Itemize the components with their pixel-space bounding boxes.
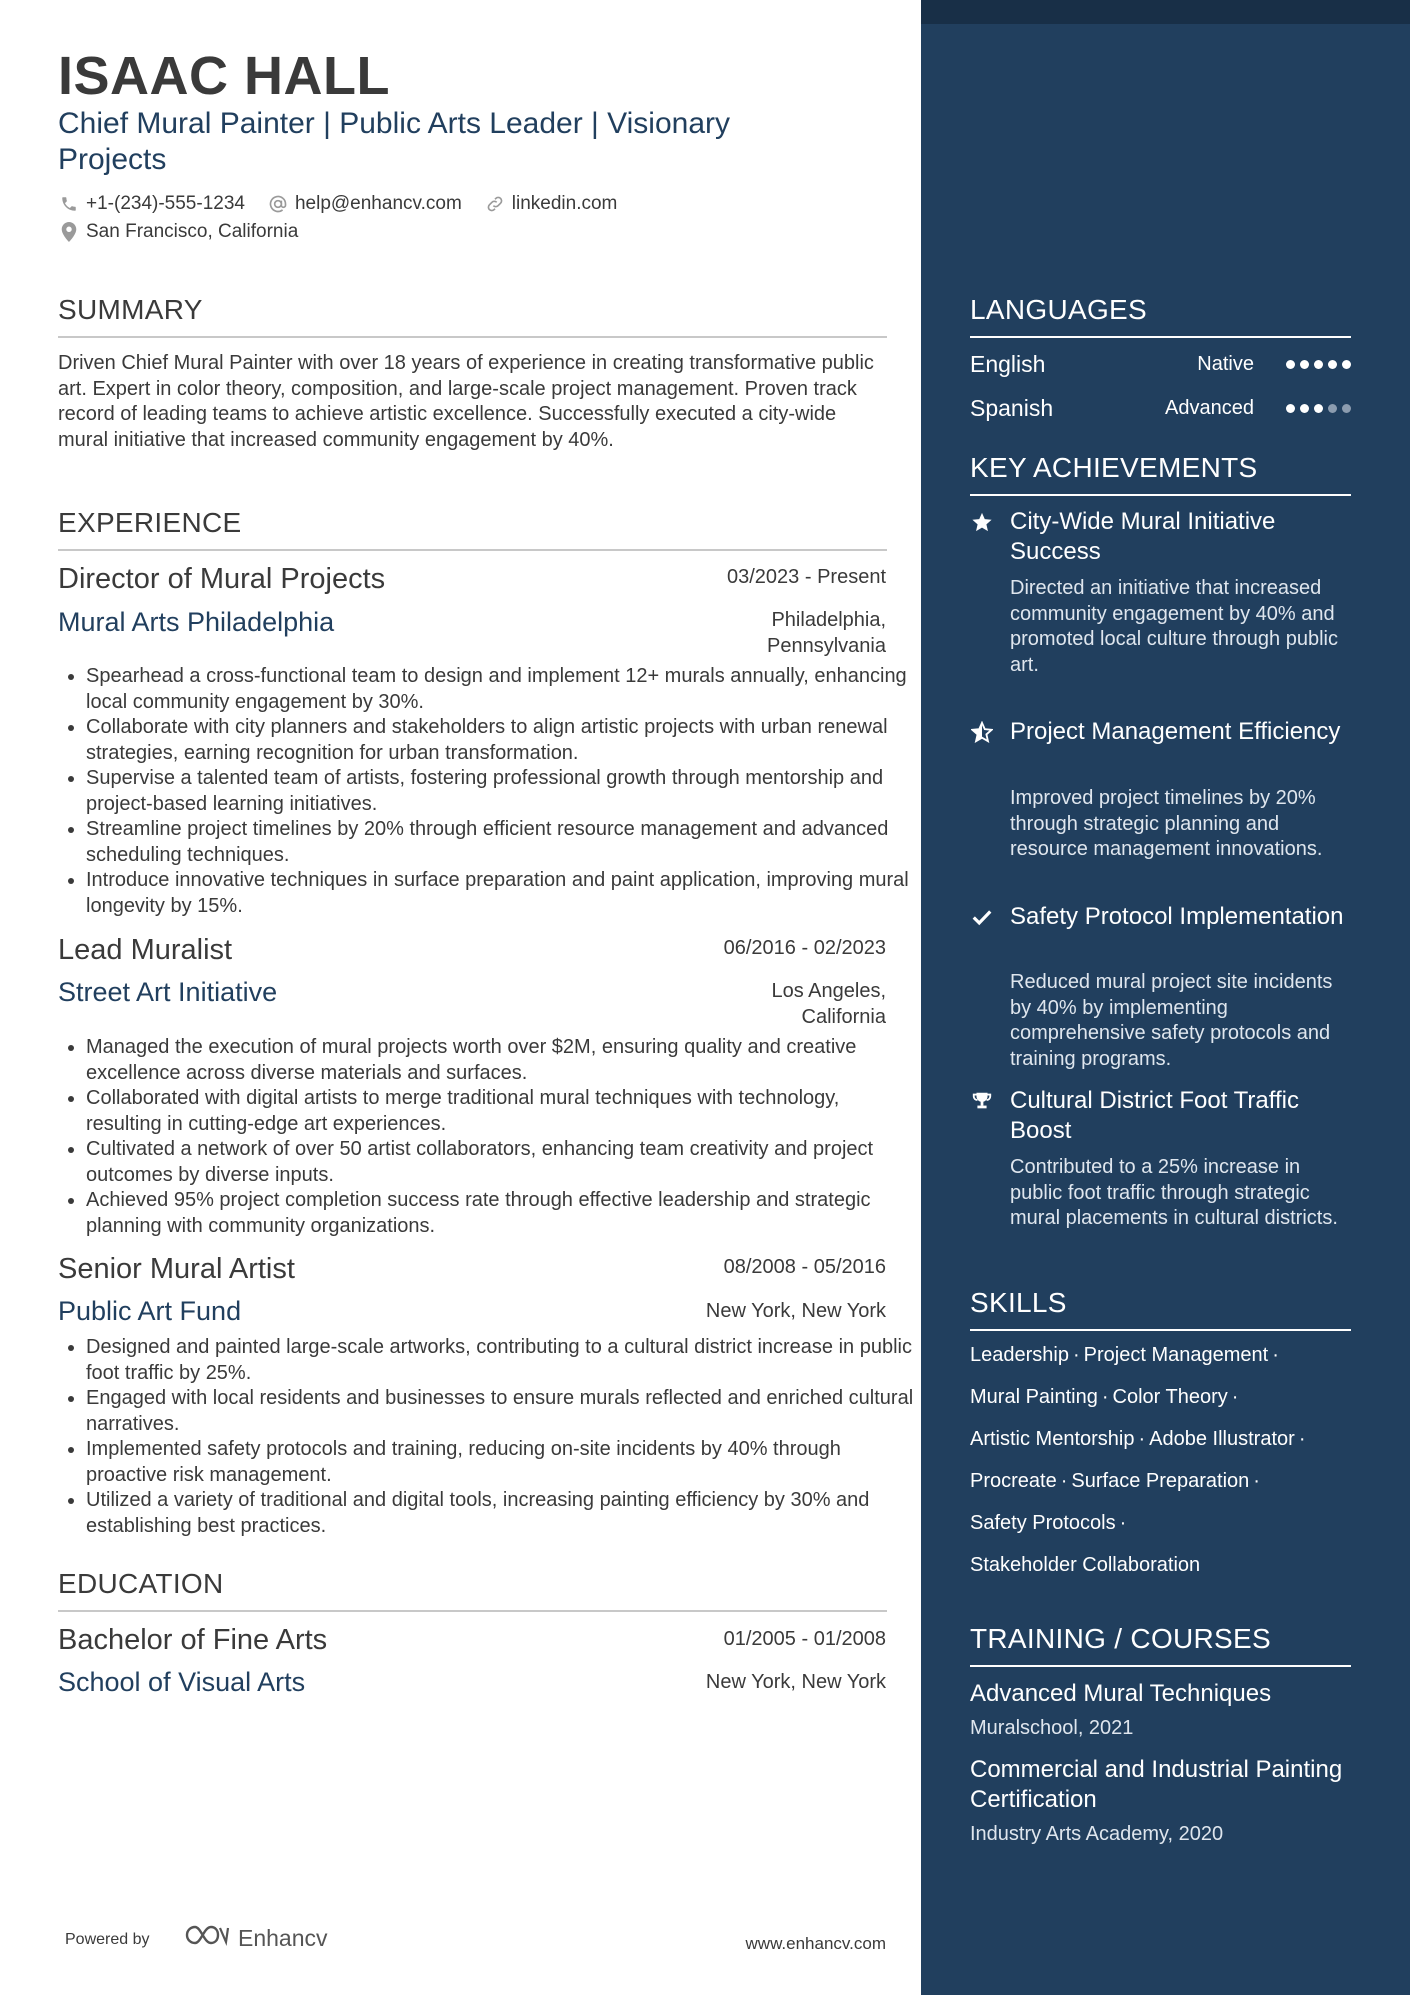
skill-item: Adobe Illustrator [1149,1428,1295,1450]
language-level: Native [1197,352,1254,375]
candidate-name: ISAAC HALL [58,46,390,106]
language-rating [1286,360,1351,369]
achievement-title: Project Management Efficiency [1010,718,1341,745]
bullet-item: • Implemented safety protocols and training, reducing on-site incidents by 40% through proactive risk management. [86,1437,915,1488]
job-dates: 08/2008 - 05/2016 [723,1256,886,1278]
powered-by-label: Powered by [65,1931,150,1948]
job-bullets [58,1035,915,1239]
skills-line: Procreate · Surface Preparation · [970,1470,1260,1492]
job-title: Director of Mural Projects [58,563,386,595]
rating-dot-filled [1342,360,1351,369]
location-row [58,221,298,243]
star-half-icon [970,720,994,744]
achievement-desc: Directed an initiative that increased community engagement by 40% and promoted local culture through public art. [1010,577,1338,676]
job-company: Public Art Fund [58,1296,242,1326]
job-company: Mural Arts Philadelphia [58,607,335,637]
rating-dot-filled [1314,360,1323,369]
rating-dot-empty [1328,404,1337,413]
phone-text: +1-(234)-555-1234 [86,193,245,214]
course-title: Commercial and Industrial Painting Certification [970,1756,1343,1813]
contact-linkedin[interactable] [484,193,618,215]
job-company: Street Art Initiative [58,977,278,1007]
rating-dot-filled [1328,360,1337,369]
enhancv-logo-icon [184,1922,230,1954]
bullet-item: • Utilized a variety of traditional and digital tools, increasing painting efficiency by 30% and establishing best practices. [86,1488,915,1539]
achievement-title: Cultural District Foot Traffic Boost [1010,1087,1299,1144]
course-provider: Industry Arts Academy, 2020 [970,1823,1224,1845]
language-name: Spanish [970,394,1054,421]
skill-item: Mural Painting [970,1386,1098,1408]
phone-icon [58,193,80,215]
sidebar-top-bar [921,0,1410,24]
job-location-line: New York, New York [705,1300,886,1322]
contact-row [58,193,617,215]
language-level: Advanced [1165,396,1254,419]
bullet-item: • Designed and painted large-scale artworks, contributing to a cultural district increase in public foot traffic by 25%. [86,1335,915,1386]
candidate-title: Chief Mural Painter | Public Arts Leader | Visionary Projects [58,107,731,176]
bullet-item: • Managed the execution of mural projects worth over $2M, ensuring quality and creative excellence across diverse materials and surfaces. [86,1035,915,1086]
skill-item: Color Theory [1112,1386,1228,1408]
course-title: Advanced Mural Techniques [970,1680,1272,1707]
rating-dot-filled [1300,360,1309,369]
contact-phone [58,193,245,215]
achievement-desc: Contributed to a 25% increase in public foot traffic through strategic mural placements in cultural districts. [1010,1156,1338,1229]
job-location-line: Pennsylvania [767,634,886,657]
contact-location [58,221,298,243]
language-row [970,392,1351,424]
course-provider: Muralschool, 2021 [970,1717,1134,1739]
school-name: School of Visual Arts [58,1667,306,1697]
contact-email[interactable] [267,193,462,215]
footer-url[interactable]: www.enhancv.com [745,1934,886,1953]
bullet-item: • Engaged with local residents and businesses to ensure murals reflected and enriched cultural narratives. [86,1386,915,1437]
location-text: San Francisco, California [86,221,299,242]
skill-item: Leadership [970,1344,1069,1366]
job-location [686,979,886,1030]
summary-heading: SUMMARY [58,294,887,338]
email-text[interactable]: help@enhancv.com [294,193,462,214]
skills-heading: SKILLS [970,1287,1351,1331]
job-location-line: California [801,1005,886,1028]
skill-item: Artistic Mentorship [970,1428,1135,1450]
rating-dot-empty [1342,404,1351,413]
trophy-icon [970,1089,994,1113]
job-location [686,1299,886,1325]
job-dates: 03/2023 - Present [727,566,886,588]
job-dates: 06/2016 - 02/2023 [723,937,886,959]
skills-line: Leadership · Project Management · [970,1344,1279,1366]
rating-dot-filled [1286,360,1295,369]
job-title: Lead Muralist [58,934,233,966]
skill-item: Project Management [1083,1344,1269,1366]
language-name: English [970,350,1046,377]
star-icon [970,510,994,534]
summary-text: Driven Chief Mural Painter with over 18 years of experience in creating transformative public art. Expert in color theory, composition, and large-scale project management. Proven track record of leading teams to achieve artistic excellence. Successfully executed a city-wide mural initiative that increased community engagement by 40%. [58,352,874,451]
enhancv-brand: Enhancv [238,1924,328,1951]
education-dates: 01/2005 - 01/2008 [723,1628,886,1650]
job-bullets [58,1335,915,1539]
enhancv-logo[interactable] [184,1922,328,1954]
link-icon [484,193,506,215]
skills-line: Mural Painting · Color Theory · [970,1386,1239,1408]
job-location-line: Philadelphia, [771,609,886,631]
achievement-desc: Improved project timelines by 20% through strategic planning and resource management innovations. [1010,787,1323,860]
achievement-desc: Reduced mural project site incidents by 40% by implementing comprehensive safety protocols and training programs. [1010,971,1333,1070]
rating-dot-filled [1314,404,1323,413]
job-title: Senior Mural Artist [58,1253,295,1285]
checkmark-icon [970,905,994,929]
bullet-item: • Collaborated with digital artists to merge traditional mural techniques with technology, resulting in cutting-edge art experiences. [86,1086,915,1137]
job-bullets [58,664,915,919]
bullet-item: • Supervise a talented team of artists, fostering professional growth through mentorship and project-based learning initiatives. [86,766,915,817]
language-row [970,348,1351,380]
languages-heading: LANGUAGES [970,294,1351,338]
map-pin-icon [58,221,80,243]
skills-line [970,1554,1351,1577]
degree-title: Bachelor of Fine Arts [58,1624,328,1656]
bullet-item: • Streamline project timelines by 20% through efficient resource management and advanced scheduling techniques. [86,817,915,868]
bullet-item: • Collaborate with city planners and stakeholders to align artistic projects with urban renewal strategies, earning recognition for urban transformation. [86,715,915,766]
rating-dot-filled [1286,404,1295,413]
achievement-title: Safety Protocol Implementation [1010,903,1344,930]
education-heading: EDUCATION [58,1568,887,1612]
language-rating [1286,404,1351,413]
bullet-item: • Introduce innovative techniques in surface preparation and paint application, improving mural longevity by 15%. [86,868,915,919]
skill-item: Stakeholder Collaboration [970,1554,1201,1576]
bullet-item: • Cultivated a network of over 50 artist collaborators, enhancing team creativity and project outcomes by diverse inputs. [86,1137,915,1188]
rating-dot-filled [1300,404,1309,413]
at-sign-icon [267,193,289,215]
achievement-title: City-Wide Mural Initiative Success [1010,508,1276,565]
job-location [686,608,886,659]
skill-item: Surface Preparation [1071,1470,1250,1492]
achievements-heading: KEY ACHIEVEMENTS [970,452,1351,496]
education-location: New York, New York [705,1671,886,1693]
sidebar [921,0,1410,1995]
linkedin-text[interactable]: linkedin.com [511,193,618,214]
skill-item: Safety Protocols [970,1512,1116,1534]
experience-heading: EXPERIENCE [58,507,887,551]
skills-line: Safety Protocols · [970,1512,1127,1534]
skill-item: Procreate [970,1470,1057,1492]
job-location-line: Los Angeles, [771,980,886,1002]
bullet-item: • Achieved 95% project completion success rate through effective leadership and strategic planning with community organizations. [86,1188,915,1239]
bullet-item: • Spearhead a cross-functional team to design and implement 12+ murals annually, enhancing local community engagement by 30%. [86,664,915,715]
skills-line: Artistic Mentorship · Adobe Illustrator · [970,1428,1306,1450]
training-heading: TRAINING / COURSES [970,1623,1351,1667]
